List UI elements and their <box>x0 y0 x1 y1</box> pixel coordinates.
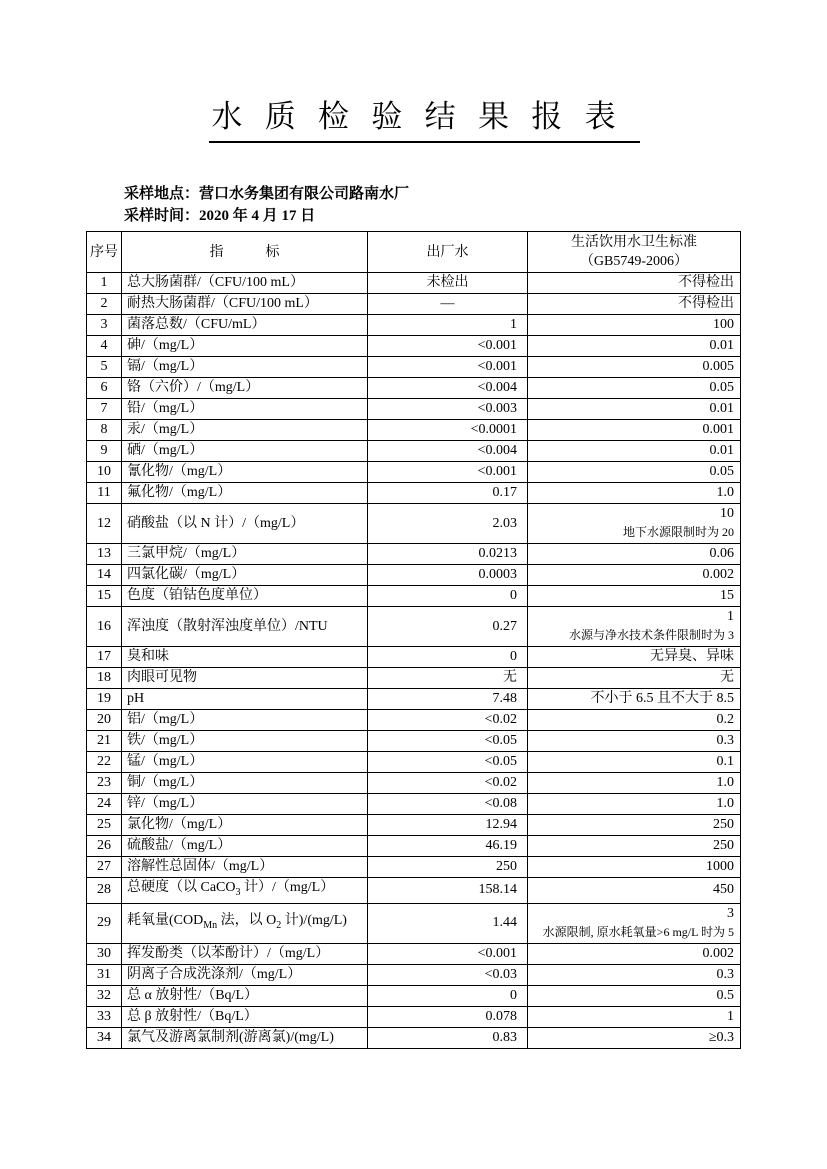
row-number: 23 <box>87 773 122 794</box>
sampling-location-line: 采样地点：营口水务集团有限公司路南水厂 <box>124 186 410 202</box>
indicator-name: 铜/（mg/L） <box>122 773 368 794</box>
indicator-name: 锰/（mg/L） <box>122 752 368 773</box>
indicator-name: 阴离子合成洗涤剂/（mg/L） <box>122 964 368 985</box>
standard-limit <box>528 647 741 668</box>
standard-limit <box>528 294 741 315</box>
header-row <box>87 232 741 273</box>
table-row <box>87 1006 741 1027</box>
outlet-water-value: 未检出 <box>368 273 528 294</box>
outlet-water-value: 0.0003 <box>368 565 528 586</box>
standard-limit <box>528 273 741 294</box>
header-outlet-water: 出厂水 <box>368 232 528 273</box>
outlet-water-value: 0.0213 <box>368 544 528 565</box>
indicator-name: pH <box>122 689 368 710</box>
standard-limit-value: 250 <box>713 817 734 832</box>
table-row <box>87 878 741 904</box>
row-number: 10 <box>87 462 122 483</box>
outlet-water-value: 0.17 <box>368 483 528 504</box>
indicator-name: 四氯化碳/（mg/L） <box>122 565 368 586</box>
header-indicator: 指 标 <box>122 232 368 273</box>
standard-limit <box>528 668 741 689</box>
standard-limit-value: 0.005 <box>702 359 734 374</box>
outlet-water-value: 46.19 <box>368 836 528 857</box>
standard-limit <box>528 710 741 731</box>
standard-limit-note: 地下水源限制时为 20 <box>622 525 734 539</box>
standard-limit-value: 不得检出 <box>678 296 734 311</box>
row-number: 28 <box>87 878 122 904</box>
row-number: 19 <box>87 689 122 710</box>
table-row <box>87 710 741 731</box>
outlet-water-value: 0.078 <box>368 1006 528 1027</box>
table-row <box>87 565 741 586</box>
standard-limit <box>528 441 741 462</box>
row-number: 34 <box>87 1027 122 1048</box>
standard-limit-value: 0.3 <box>716 733 734 748</box>
row-number: 15 <box>87 586 122 607</box>
standard-limit-value: 3 <box>727 905 734 921</box>
standard-limit-value: 1.0 <box>716 775 734 790</box>
row-number: 24 <box>87 794 122 815</box>
row-number: 7 <box>87 399 122 420</box>
indicator-name: 氯化物/（mg/L） <box>122 815 368 836</box>
standard-limit-value: 100 <box>713 317 734 332</box>
outlet-water-value: <0.001 <box>368 943 528 964</box>
header-standard-line1: 生活饮用水卫生标准 <box>571 235 697 250</box>
row-number: 32 <box>87 985 122 1006</box>
standard-limit <box>528 483 741 504</box>
standard-limit <box>528 943 741 964</box>
standard-limit <box>528 794 741 815</box>
indicator-name: 硫酸盐/（mg/L） <box>122 836 368 857</box>
table-row <box>87 668 741 689</box>
indicator-name: 氯气及游离氯制剂(游离氯)/(mg/L) <box>122 1027 368 1048</box>
table-row <box>87 462 741 483</box>
row-number: 31 <box>87 964 122 985</box>
results-table-body <box>87 273 741 1049</box>
standard-limit <box>528 689 741 710</box>
standard-limit-value: 1.0 <box>716 796 734 811</box>
row-number: 16 <box>87 607 122 647</box>
standard-limit-value: 0.01 <box>709 443 734 458</box>
outlet-water-value: <0.02 <box>368 773 528 794</box>
outlet-water-value: 0 <box>368 985 528 1006</box>
table-row <box>87 441 741 462</box>
outlet-water-value: 1.44 <box>368 903 528 943</box>
standard-limit-value: 1.0 <box>716 485 734 500</box>
table-row <box>87 399 741 420</box>
indicator-name: 总大肠菌群/（CFU/100 mL） <box>122 273 368 294</box>
standard-limit-value: 0.05 <box>709 380 734 395</box>
indicator-name: 镉/（mg/L） <box>122 357 368 378</box>
table-row <box>87 731 741 752</box>
indicator-name: 色度（铂钴色度单位） <box>122 586 368 607</box>
standard-limit-value: 0.5 <box>716 987 734 1003</box>
standard-limit-note: 水源与净水技术条件限制时为 3 <box>568 628 734 642</box>
indicator-name: 浑浊度（散射浑浊度单位）/NTU <box>122 607 368 647</box>
outlet-water-value: <0.001 <box>368 462 528 483</box>
header-no: 序号 <box>87 232 122 273</box>
standard-limit <box>528 378 741 399</box>
table-row <box>87 544 741 565</box>
row-number: 18 <box>87 668 122 689</box>
standard-limit-value: 15 <box>720 588 734 603</box>
indicator-name: 铬（六价）/（mg/L） <box>122 378 368 399</box>
standard-limit <box>528 504 741 544</box>
row-number: 11 <box>87 483 122 504</box>
indicator-name: 铁/（mg/L） <box>122 731 368 752</box>
standard-limit-value: 无 <box>720 670 734 685</box>
standard-limit-value: 0.05 <box>709 464 734 479</box>
standard-limit <box>528 544 741 565</box>
standard-limit <box>528 878 741 904</box>
standard-limit-value: 0.1 <box>716 754 734 769</box>
outlet-water-value: 12.94 <box>368 815 528 836</box>
header-standard-line2: （GB5749-2006） <box>579 254 689 269</box>
standard-limit-value: 0.06 <box>709 546 734 561</box>
indicator-name: 挥发酚类（以苯酚计）/（mg/L） <box>122 943 368 964</box>
standard-limit <box>528 857 741 878</box>
row-number: 17 <box>87 647 122 668</box>
indicator-name: 汞/（mg/L） <box>122 420 368 441</box>
standard-limit <box>528 1027 741 1048</box>
outlet-water-value: <0.003 <box>368 399 528 420</box>
standard-limit-value: 不得检出 <box>678 275 734 290</box>
standard-limit <box>528 903 741 943</box>
table-row <box>87 815 741 836</box>
table-row <box>87 378 741 399</box>
row-number: 4 <box>87 336 122 357</box>
indicator-name: 砷/（mg/L） <box>122 336 368 357</box>
table-row <box>87 483 741 504</box>
indicator-name: 溶解性总固体/（mg/L） <box>122 857 368 878</box>
row-number: 13 <box>87 544 122 565</box>
table-row <box>87 273 741 294</box>
indicator-name: 氟化物/（mg/L） <box>122 483 368 504</box>
table-row <box>87 294 741 315</box>
standard-limit <box>528 357 741 378</box>
standard-limit-value: 0.01 <box>709 401 734 416</box>
table-row <box>87 943 741 964</box>
outlet-water-value: — <box>368 294 528 315</box>
table-row <box>87 315 741 336</box>
page-title-text: 水质检验结果报表 <box>209 91 640 143</box>
outlet-water-value: 2.03 <box>368 504 528 544</box>
sampling-info <box>124 183 827 227</box>
sampling-time-line: 采样时间：2020 年 4 月 17 日 <box>124 208 316 224</box>
table-row <box>87 607 741 647</box>
table-row <box>87 689 741 710</box>
indicator-name: 三氯甲烷/（mg/L） <box>122 544 368 565</box>
table-row <box>87 647 741 668</box>
outlet-water-value: <0.05 <box>368 731 528 752</box>
table-row <box>87 586 741 607</box>
indicator-name: 耐热大肠菌群/（CFU/100 mL） <box>122 294 368 315</box>
indicator-name: 锌/（mg/L） <box>122 794 368 815</box>
row-number: 5 <box>87 357 122 378</box>
outlet-water-value: <0.004 <box>368 441 528 462</box>
standard-limit-value: 0.3 <box>716 966 734 982</box>
table-row <box>87 336 741 357</box>
indicator-name: 菌落总数/（CFU/mL） <box>122 315 368 336</box>
indicator-name: 总 α 放射性/（Bq/L） <box>122 985 368 1006</box>
row-number: 2 <box>87 294 122 315</box>
standard-limit-value: 1 <box>727 609 734 624</box>
standard-limit-value: ≥0.3 <box>708 1029 734 1045</box>
indicator-name: 耗氧量($COD_{Mn}$ 法，以 $O_2$ 计)/(mg/L) <box>122 903 368 943</box>
row-number: 30 <box>87 943 122 964</box>
page-title <box>0 0 827 143</box>
row-number: 1 <box>87 273 122 294</box>
outlet-water-value: 0 <box>368 586 528 607</box>
standard-limit-value: 250 <box>713 838 734 853</box>
standard-limit <box>528 773 741 794</box>
standard-limit <box>528 1006 741 1027</box>
row-number: 27 <box>87 857 122 878</box>
indicator-name: 总硬度（以 CaCO$_3$ 计）/（mg/L） <box>122 878 368 904</box>
table-row <box>87 857 741 878</box>
outlet-water-value: <0.001 <box>368 336 528 357</box>
outlet-water-value: 无 <box>368 668 528 689</box>
standard-limit-value: 1 <box>727 1008 734 1024</box>
outlet-water-value: <0.004 <box>368 378 528 399</box>
table-row <box>87 420 741 441</box>
standard-limit-value: 0.001 <box>702 422 734 437</box>
standard-limit-value: 450 <box>713 882 734 898</box>
standard-limit <box>528 565 741 586</box>
table-row <box>87 794 741 815</box>
row-number: 29 <box>87 903 122 943</box>
indicator-name: 肉眼可见物 <box>122 668 368 689</box>
table-row <box>87 964 741 985</box>
standard-limit-value: 0.01 <box>709 338 734 353</box>
table-row <box>87 1027 741 1048</box>
standard-limit-value: 1000 <box>706 859 734 874</box>
indicator-name: 总 β 放射性/（Bq/L） <box>122 1006 368 1027</box>
standard-limit-value: 不小于 6.5 且不大于 8.5 <box>590 691 734 706</box>
indicator-name: 臭和味 <box>122 647 368 668</box>
standard-limit <box>528 815 741 836</box>
outlet-water-value: <0.0001 <box>368 420 528 441</box>
standard-limit-note: 水源限制, 原水耗氧量>6 mg/L 时为 5 <box>542 924 734 939</box>
row-number: 14 <box>87 565 122 586</box>
row-number: 22 <box>87 752 122 773</box>
row-number: 6 <box>87 378 122 399</box>
results-table-header <box>87 232 741 273</box>
standard-limit-value: 0.2 <box>716 712 734 727</box>
header-standard <box>528 232 741 273</box>
row-number: 8 <box>87 420 122 441</box>
outlet-water-value: <0.001 <box>368 357 528 378</box>
results-table <box>86 231 741 1049</box>
table-row <box>87 985 741 1006</box>
outlet-water-value: <0.08 <box>368 794 528 815</box>
outlet-water-value: <0.02 <box>368 710 528 731</box>
indicator-name: 硒/（mg/L） <box>122 441 368 462</box>
outlet-water-value: 7.48 <box>368 689 528 710</box>
row-number: 21 <box>87 731 122 752</box>
standard-limit-value: 无异臭、异味 <box>650 649 734 664</box>
outlet-water-value: 0.83 <box>368 1027 528 1048</box>
standard-limit-value: 0.002 <box>702 567 734 582</box>
table-row <box>87 836 741 857</box>
table-row <box>87 773 741 794</box>
indicator-name: 铅/（mg/L） <box>122 399 368 420</box>
outlet-water-value: 0.27 <box>368 607 528 647</box>
row-number: 33 <box>87 1006 122 1027</box>
standard-limit <box>528 462 741 483</box>
table-row <box>87 752 741 773</box>
indicator-name: 氰化物/（mg/L） <box>122 462 368 483</box>
standard-limit <box>528 985 741 1006</box>
standard-limit <box>528 420 741 441</box>
table-row <box>87 903 741 943</box>
standard-limit <box>528 399 741 420</box>
row-number: 9 <box>87 441 122 462</box>
row-number: 26 <box>87 836 122 857</box>
standard-limit-value: 0.002 <box>702 945 734 961</box>
table-row <box>87 357 741 378</box>
standard-limit <box>528 731 741 752</box>
outlet-water-value: 0 <box>368 647 528 668</box>
standard-limit <box>528 336 741 357</box>
standard-limit <box>528 752 741 773</box>
outlet-water-value: 158.14 <box>368 878 528 904</box>
outlet-water-value: 250 <box>368 857 528 878</box>
outlet-water-value: <0.05 <box>368 752 528 773</box>
standard-limit <box>528 586 741 607</box>
row-number: 3 <box>87 315 122 336</box>
standard-limit <box>528 607 741 647</box>
indicator-name: 铝/（mg/L） <box>122 710 368 731</box>
outlet-water-value: 1 <box>368 315 528 336</box>
indicator-name: 硝酸盐（以 N 计）/（mg/L） <box>122 504 368 544</box>
row-number: 20 <box>87 710 122 731</box>
standard-limit <box>528 836 741 857</box>
row-number: 12 <box>87 504 122 544</box>
standard-limit <box>528 964 741 985</box>
standard-limit <box>528 315 741 336</box>
standard-limit-value: 10 <box>720 506 734 521</box>
table-row <box>87 504 741 544</box>
outlet-water-value: <0.03 <box>368 964 528 985</box>
row-number: 25 <box>87 815 122 836</box>
